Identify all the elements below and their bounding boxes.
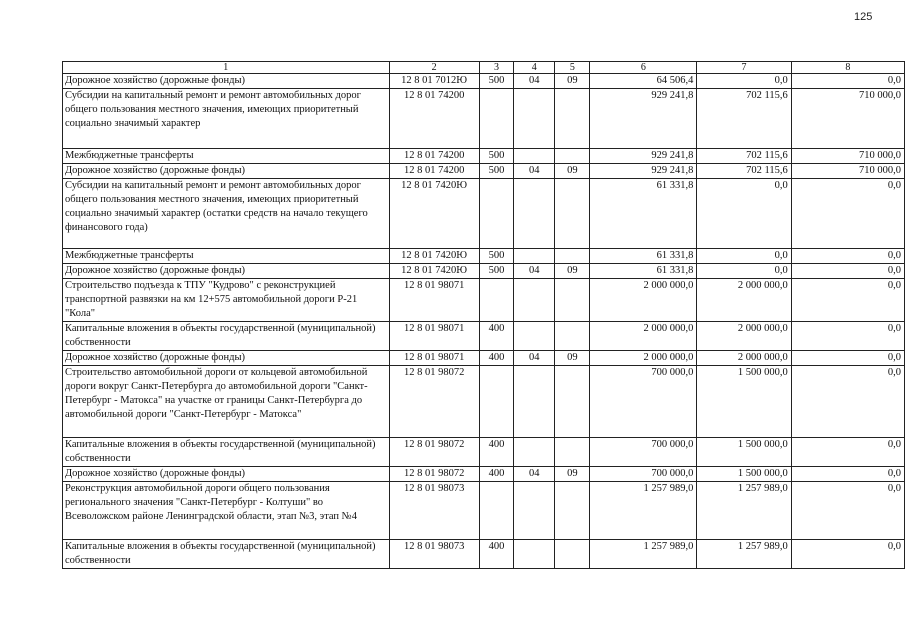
row-amount-col7: 2 000 000,0 — [697, 351, 791, 366]
row-amount-col6: 1 257 989,0 — [590, 482, 697, 540]
column-header-5: 5 — [555, 62, 590, 74]
row-subsection: 09 — [555, 467, 590, 482]
row-amount-col7: 2 000 000,0 — [697, 279, 791, 322]
row-section: 04 — [514, 351, 555, 366]
table-row — [63, 264, 905, 279]
row-section — [514, 322, 555, 351]
row-amount-col7: 1 257 989,0 — [697, 482, 791, 540]
table-row — [63, 438, 905, 467]
row-amount-col7: 1 500 000,0 — [697, 467, 791, 482]
row-subsection — [555, 89, 590, 149]
column-header-6: 6 — [590, 62, 697, 74]
page-number: 125 — [854, 11, 873, 23]
row-section: 04 — [514, 74, 555, 89]
row-amount-col8: 710 000,0 — [791, 149, 904, 164]
row-section — [514, 249, 555, 264]
row-code: 12 8 01 7012Ю — [389, 74, 479, 89]
row-amount-col7: 702 115,6 — [697, 149, 791, 164]
row-amount-col6: 61 331,8 — [590, 264, 697, 279]
column-header-8: 8 — [791, 62, 904, 74]
table-row — [63, 164, 905, 179]
row-amount-col6: 2 000 000,0 — [590, 351, 697, 366]
row-amount-col8: 0,0 — [791, 366, 904, 438]
row-amount-col6: 929 241,8 — [590, 149, 697, 164]
row-expense-type: 500 — [479, 149, 513, 164]
row-section — [514, 366, 555, 438]
row-expense-type: 400 — [479, 540, 513, 569]
row-amount-col8: 0,0 — [791, 264, 904, 279]
header-row — [63, 62, 905, 74]
row-code: 12 8 01 98071 — [389, 322, 479, 351]
row-code: 12 8 01 98073 — [389, 540, 479, 569]
row-subsection: 09 — [555, 264, 590, 279]
row-amount-col6: 2 000 000,0 — [590, 279, 697, 322]
row-code: 12 8 01 7420Ю — [389, 179, 479, 249]
row-name: Дорожное хозяйство (дорожные фонды) — [63, 74, 390, 89]
row-amount-col6: 929 241,8 — [590, 89, 697, 149]
row-name: Капитальные вложения в объекты государственной (муниципальной) собственности — [63, 322, 390, 351]
row-name: Дорожное хозяйство (дорожные фонды) — [63, 164, 390, 179]
row-name: Капитальные вложения в объекты государственной (муниципальной) собственности — [63, 438, 390, 467]
column-header-4: 4 — [514, 62, 555, 74]
row-code: 12 8 01 98072 — [389, 366, 479, 438]
row-amount-col7: 0,0 — [697, 249, 791, 264]
row-amount-col8: 0,0 — [791, 540, 904, 569]
row-expense-type: 400 — [479, 351, 513, 366]
row-section — [514, 540, 555, 569]
row-name: Дорожное хозяйство (дорожные фонды) — [63, 264, 390, 279]
row-expense-type — [479, 179, 513, 249]
row-amount-col6: 61 331,8 — [590, 179, 697, 249]
table-row — [63, 249, 905, 264]
row-amount-col8: 0,0 — [791, 74, 904, 89]
row-amount-col8: 0,0 — [791, 467, 904, 482]
row-amount-col7: 0,0 — [697, 264, 791, 279]
row-amount-col8: 0,0 — [791, 351, 904, 366]
row-subsection — [555, 149, 590, 164]
row-subsection — [555, 249, 590, 264]
row-amount-col7: 0,0 — [697, 74, 791, 89]
row-expense-type: 500 — [479, 249, 513, 264]
column-header-1: 1 — [63, 62, 390, 74]
row-amount-col8: 0,0 — [791, 279, 904, 322]
row-subsection: 09 — [555, 351, 590, 366]
row-expense-type: 500 — [479, 164, 513, 179]
row-subsection — [555, 179, 590, 249]
row-expense-type — [479, 89, 513, 149]
row-code: 12 8 01 98071 — [389, 351, 479, 366]
row-name: Реконструкция автомобильной дороги общего пользования регионального значения "Санкт-Петербург - Колтуши" во Всеволожском районе Ленинградской области, этап №3, этап №4 — [63, 482, 390, 540]
row-name: Строительство автомобильной дороги от кольцевой автомобильной дороги вокруг Санкт-Петербурга до автомобильной дороги "Санкт-Петербург - Матокса" на участке от границы Санкт-Петербурга до автомобильной дороги "Санкт-Петербург - Матокса" — [63, 366, 390, 438]
row-code: 12 8 01 7420Ю — [389, 249, 479, 264]
row-section: 04 — [514, 264, 555, 279]
row-amount-col7: 2 000 000,0 — [697, 322, 791, 351]
row-name: Межбюджетные трансферты — [63, 249, 390, 264]
row-section — [514, 438, 555, 467]
row-expense-type — [479, 366, 513, 438]
row-section — [514, 179, 555, 249]
table-row — [63, 322, 905, 351]
row-name: Субсидии на капитальный ремонт и ремонт автомобильных дорог общего пользования местного значения, имеющих приоритетный социально значимый характер (остатки средств на начало текущего финансового года) — [63, 179, 390, 249]
row-amount-col8: 0,0 — [791, 249, 904, 264]
row-section: 04 — [514, 467, 555, 482]
row-expense-type — [479, 482, 513, 540]
table-row — [63, 89, 905, 149]
row-code: 12 8 01 74200 — [389, 149, 479, 164]
table-row — [63, 351, 905, 366]
row-amount-col6: 700 000,0 — [590, 438, 697, 467]
row-amount-col6: 64 506,4 — [590, 74, 697, 89]
row-name: Строительство подъезда к ТПУ "Кудрово" с реконструкцией транспортной развязки на км 12+575 автомобильной дороги Р-21 "Кола" — [63, 279, 390, 322]
table-row — [63, 482, 905, 540]
row-amount-col7: 702 115,6 — [697, 89, 791, 149]
row-amount-col8: 710 000,0 — [791, 164, 904, 179]
row-code: 12 8 01 74200 — [389, 89, 479, 149]
row-expense-type: 400 — [479, 438, 513, 467]
column-header-2: 2 — [389, 62, 479, 74]
row-amount-col8: 710 000,0 — [791, 89, 904, 149]
row-amount-col7: 1 500 000,0 — [697, 438, 791, 467]
row-code: 12 8 01 98072 — [389, 467, 479, 482]
table-row — [63, 179, 905, 249]
row-section — [514, 482, 555, 540]
row-amount-col6: 929 241,8 — [590, 164, 697, 179]
row-amount-col6: 700 000,0 — [590, 467, 697, 482]
row-section: 04 — [514, 164, 555, 179]
table-row — [63, 74, 905, 89]
row-name: Дорожное хозяйство (дорожные фонды) — [63, 467, 390, 482]
row-amount-col6: 2 000 000,0 — [590, 322, 697, 351]
table-row — [63, 149, 905, 164]
row-name: Капитальные вложения в объекты государственной (муниципальной) собственности — [63, 540, 390, 569]
table-row — [63, 467, 905, 482]
row-amount-col6: 1 257 989,0 — [590, 540, 697, 569]
row-code: 12 8 01 74200 — [389, 164, 479, 179]
row-section — [514, 89, 555, 149]
row-amount-col7: 702 115,6 — [697, 164, 791, 179]
row-amount-col6: 61 331,8 — [590, 249, 697, 264]
row-amount-col8: 0,0 — [791, 322, 904, 351]
column-header-7: 7 — [697, 62, 791, 74]
row-code: 12 8 01 7420Ю — [389, 264, 479, 279]
row-expense-type: 500 — [479, 264, 513, 279]
row-name: Субсидии на капитальный ремонт и ремонт автомобильных дорог общего пользования местного значения, имеющих приоритетный социально значимый характер — [63, 89, 390, 149]
column-header-3: 3 — [479, 62, 513, 74]
row-expense-type — [479, 279, 513, 322]
row-subsection — [555, 540, 590, 569]
row-amount-col8: 0,0 — [791, 482, 904, 540]
row-amount-col7: 0,0 — [697, 179, 791, 249]
row-code: 12 8 01 98073 — [389, 482, 479, 540]
row-subsection: 09 — [555, 74, 590, 89]
row-amount-col8: 0,0 — [791, 179, 904, 249]
row-code: 12 8 01 98071 — [389, 279, 479, 322]
row-amount-col8: 0,0 — [791, 438, 904, 467]
budget-table — [62, 61, 905, 569]
row-amount-col7: 1 500 000,0 — [697, 366, 791, 438]
table-row — [63, 279, 905, 322]
row-subsection — [555, 322, 590, 351]
table-row — [63, 366, 905, 438]
row-subsection — [555, 438, 590, 467]
row-section — [514, 149, 555, 164]
row-subsection — [555, 279, 590, 322]
row-expense-type: 500 — [479, 74, 513, 89]
row-name: Дорожное хозяйство (дорожные фонды) — [63, 351, 390, 366]
row-expense-type: 400 — [479, 322, 513, 351]
table-row — [63, 540, 905, 569]
row-section — [514, 279, 555, 322]
row-subsection: 09 — [555, 164, 590, 179]
row-name: Межбюджетные трансферты — [63, 149, 390, 164]
row-subsection — [555, 482, 590, 540]
row-subsection — [555, 366, 590, 438]
row-amount-col7: 1 257 989,0 — [697, 540, 791, 569]
row-amount-col6: 700 000,0 — [590, 366, 697, 438]
row-expense-type: 400 — [479, 467, 513, 482]
row-code: 12 8 01 98072 — [389, 438, 479, 467]
